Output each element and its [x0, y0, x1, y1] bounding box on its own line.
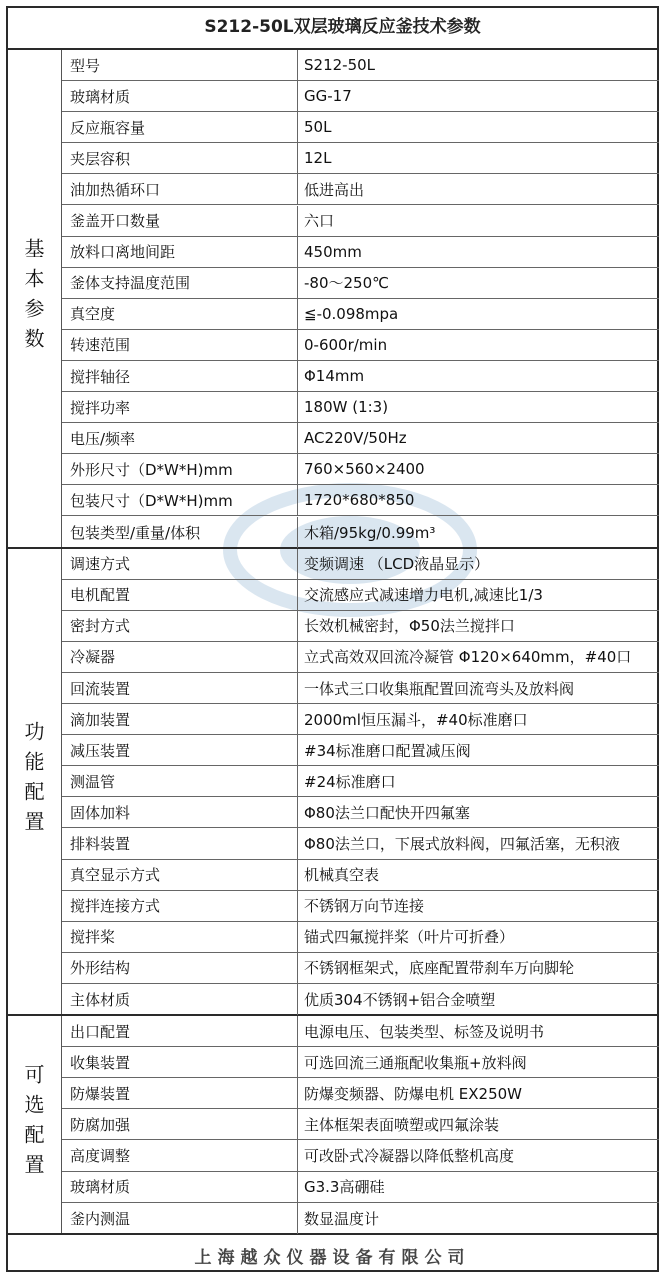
param-value: -80～250℃	[304, 274, 389, 293]
param-name: 减压装置	[62, 735, 298, 765]
param-value: 低进高出	[304, 180, 365, 199]
param-value: ≦-0.098mpa	[304, 304, 399, 323]
section-function-config	[6, 549, 659, 1017]
section-label	[6, 549, 62, 1015]
table-row	[62, 797, 659, 828]
table-row	[62, 330, 659, 361]
section-label	[6, 50, 62, 547]
param-name: 玻璃材质	[62, 81, 298, 111]
param-value: 锚式四氟搅拌桨（叶片可折叠）	[304, 928, 515, 947]
param-value: 12L	[304, 149, 332, 168]
table-row	[62, 268, 659, 299]
param-name: 固体加料	[62, 797, 298, 827]
param-value: Φ80法兰口配快开四氟塞	[304, 803, 470, 822]
param-name: 出口配置	[62, 1016, 298, 1046]
table-row	[62, 81, 659, 112]
table-row	[62, 580, 659, 611]
table-row	[62, 735, 659, 766]
param-value: 交流感应式减速增力电机,减速比1/3	[304, 586, 543, 605]
param-name: 电机配置	[62, 580, 298, 610]
table-row	[62, 1016, 659, 1047]
table-row	[62, 174, 659, 205]
param-value: AC220V/50Hz	[304, 429, 407, 448]
param-value: 优质304不锈钢+铝合金喷塑	[304, 991, 496, 1010]
company-footer: 上海越众仪器设备有限公司	[194, 1247, 471, 1268]
param-name: 高度调整	[62, 1140, 298, 1170]
param-name: 搅拌轴径	[62, 361, 298, 391]
table-row	[62, 517, 659, 548]
page-title: S212-50L双层玻璃反应釜技术参数	[204, 17, 481, 37]
param-value: S212-50L	[304, 56, 376, 75]
table-row	[62, 299, 659, 330]
param-value: #34标准磨口配置减压阀	[304, 741, 471, 760]
param-value: 450mm	[304, 242, 362, 261]
title-bar	[6, 6, 659, 50]
table-row	[62, 206, 659, 237]
section-label	[6, 1016, 62, 1233]
table-row	[62, 766, 659, 797]
param-name: 外形尺寸（D*W*H)mm	[62, 454, 298, 484]
param-value: 0-600r/min	[304, 335, 388, 354]
table-row	[62, 828, 659, 859]
param-name: 型号	[62, 50, 298, 80]
param-name: 包装尺寸（D*W*H)mm	[62, 485, 298, 515]
param-name: 包装类型/重量/体积	[62, 517, 298, 548]
param-value: G3.3高硼硅	[304, 1178, 385, 1197]
param-value: Φ80法兰口，下展式放料阀，四氟活塞，无积液	[304, 835, 620, 854]
param-value: GG-17	[304, 87, 352, 106]
param-name: 电压/频率	[62, 423, 298, 453]
param-value: 可改卧式冷凝器以降低整机高度	[304, 1147, 515, 1166]
param-value: 主体框架表面喷塑或四氟涂装	[304, 1115, 500, 1134]
param-value: 180W (1:3)	[304, 398, 389, 417]
table-row	[62, 922, 659, 953]
param-name: 收集装置	[62, 1047, 298, 1077]
table-row	[62, 984, 659, 1015]
param-name: 防腐加强	[62, 1109, 298, 1139]
section-label-text: 可选配置	[21, 1064, 45, 1185]
param-value: 50L	[304, 118, 332, 137]
section-optional-config	[6, 1016, 659, 1235]
param-name: 夹层容积	[62, 143, 298, 173]
table-row	[62, 50, 659, 81]
param-name: 回流装置	[62, 673, 298, 703]
section-label-text: 功能配置	[21, 721, 45, 842]
param-value: 长效机械密封，Φ50法兰搅拌口	[304, 617, 515, 636]
param-value: 六口	[304, 212, 335, 231]
table-row	[62, 642, 659, 673]
param-value: 机械真空表	[304, 866, 380, 885]
param-value: 木箱/95kg/0.99m³	[304, 523, 436, 542]
param-value: 立式高效双回流冷凝管 Φ120×640mm，#40口	[304, 648, 632, 667]
table-row	[62, 1078, 659, 1109]
param-value: 变频调速 （LCD液晶显示）	[304, 555, 490, 574]
section-basic-params	[6, 50, 659, 549]
param-name: 反应瓶容量	[62, 112, 298, 142]
param-name: 釜内测温	[62, 1203, 298, 1234]
param-name: 釜盖开口数量	[62, 206, 298, 236]
param-value: 可选回流三通瓶配收集瓶+放料阀	[304, 1053, 527, 1072]
param-name: 主体材质	[62, 984, 298, 1015]
table-row	[62, 1047, 659, 1078]
param-value: 数显温度计	[304, 1209, 380, 1228]
table-row	[62, 392, 659, 423]
table-row	[62, 361, 659, 392]
param-name: 外形结构	[62, 953, 298, 983]
param-name: 冷凝器	[62, 642, 298, 672]
param-value: 防爆变频器、防爆电机 EX250W	[304, 1084, 522, 1103]
param-value: 1720*680*850	[304, 491, 415, 510]
table-row	[62, 1109, 659, 1140]
table-row	[62, 423, 659, 454]
table-row	[62, 485, 659, 516]
table-row	[62, 860, 659, 891]
param-name: 放料口离地间距	[62, 237, 298, 267]
table-row	[62, 1140, 659, 1171]
param-name: 真空显示方式	[62, 860, 298, 890]
param-name: 搅拌连接方式	[62, 891, 298, 921]
param-name: 排料装置	[62, 828, 298, 858]
param-value: 760×560×2400	[304, 460, 425, 479]
param-name: 调速方式	[62, 549, 298, 579]
table-row	[62, 891, 659, 922]
param-value: Φ14mm	[304, 367, 365, 386]
param-name: 搅拌桨	[62, 922, 298, 952]
table-row	[62, 143, 659, 174]
param-name: 滴加装置	[62, 704, 298, 734]
param-name: 玻璃材质	[62, 1172, 298, 1202]
table-row	[62, 112, 659, 143]
param-name: 防爆装置	[62, 1078, 298, 1108]
param-name: 转速范围	[62, 330, 298, 360]
table-row	[62, 673, 659, 704]
param-name: 密封方式	[62, 611, 298, 641]
table-row	[62, 953, 659, 984]
param-name: 油加热循环口	[62, 174, 298, 204]
param-value: 不锈钢框架式，底座配置带刹车万向脚轮	[304, 959, 575, 978]
param-value: #24标准磨口	[304, 772, 396, 791]
table-row	[62, 549, 659, 580]
param-name: 测温管	[62, 766, 298, 796]
param-name: 真空度	[62, 299, 298, 329]
param-value: 不锈钢万向节连接	[304, 897, 425, 916]
table-row	[62, 454, 659, 485]
param-value: 电源电压、包装类型、标签及说明书	[304, 1022, 545, 1041]
param-value: 2000ml恒压漏斗，#40标准磨口	[304, 710, 528, 729]
table-row	[62, 611, 659, 642]
param-name: 搅拌功率	[62, 392, 298, 422]
table-row	[62, 1203, 659, 1234]
section-label-text: 基本参数	[21, 238, 45, 359]
table-row	[62, 237, 659, 268]
table-row	[62, 1172, 659, 1203]
table-row	[62, 704, 659, 735]
param-name: 釜体支持温度范围	[62, 268, 298, 298]
param-value: 一体式三口收集瓶配置回流弯头及放料阀	[304, 679, 575, 698]
